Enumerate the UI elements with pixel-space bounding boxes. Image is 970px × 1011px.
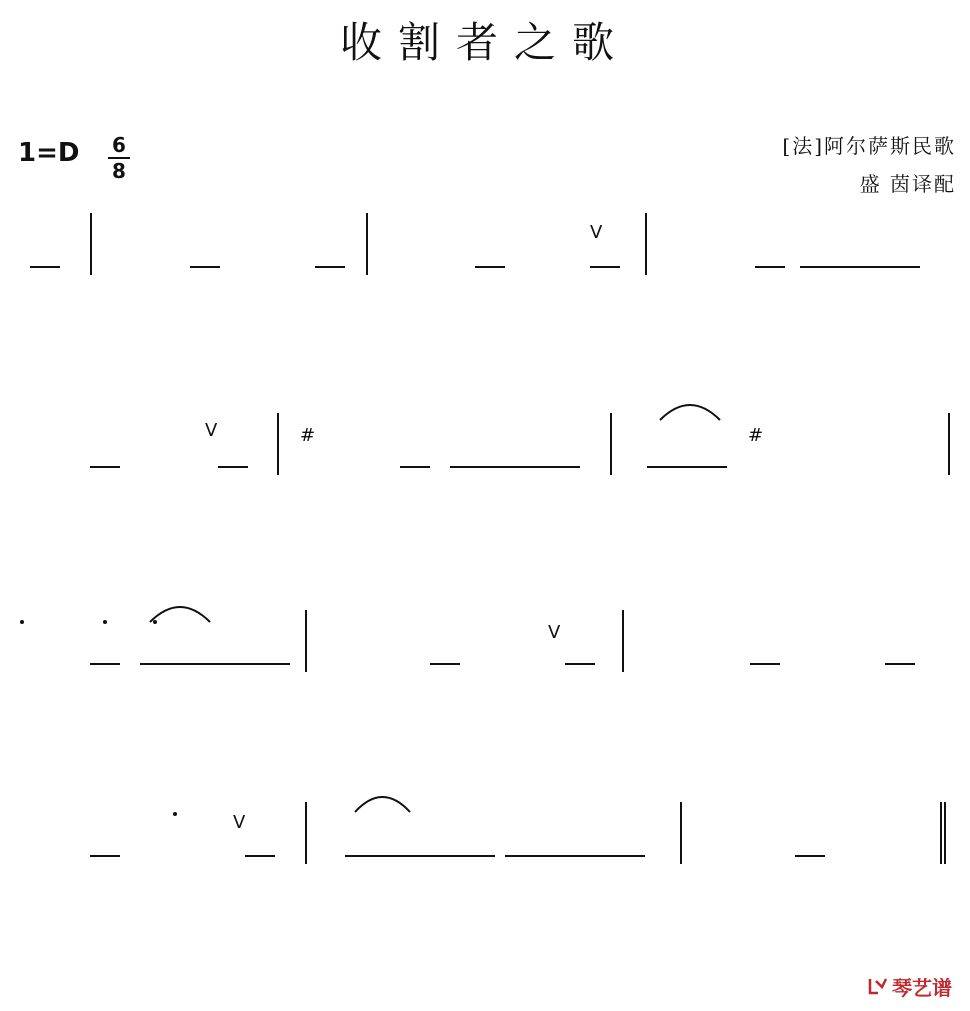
slur-arc	[660, 405, 720, 420]
breath-mark: V	[233, 812, 246, 833]
slur-arc	[355, 797, 410, 812]
slur-arc	[150, 607, 210, 622]
breath-mark: V	[205, 420, 218, 441]
time-sig-top: 6	[112, 133, 126, 157]
logo-mark-icon	[868, 976, 888, 1000]
sharp-sign: #	[748, 425, 764, 446]
time-sig-bottom: 8	[112, 159, 126, 183]
origin-credit: [法]阿尔萨斯民歌	[782, 134, 956, 158]
song-title: 收割者之歌	[339, 18, 630, 67]
translator-credit: 盛 茵译配	[859, 172, 956, 196]
watermark-logo	[868, 972, 952, 1001]
key-signature: 1=D	[18, 138, 80, 168]
sharp-sign: #	[300, 425, 316, 446]
breath-mark: V	[590, 222, 603, 243]
breath-mark: V	[548, 622, 561, 643]
watermark-text: 琴艺谱	[892, 976, 952, 1000]
